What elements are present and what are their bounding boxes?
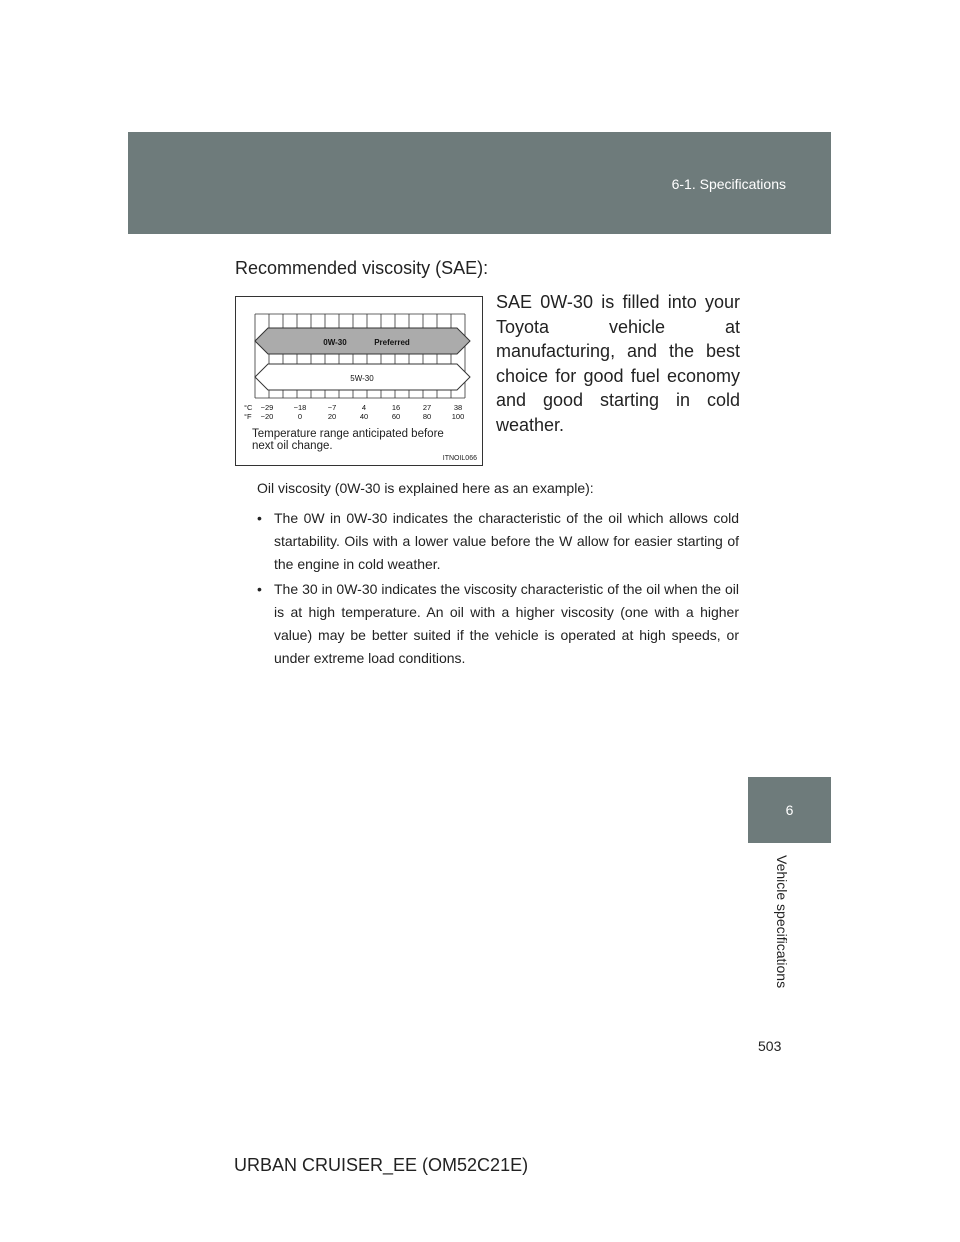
bullet-icon: • [257, 510, 262, 526]
model-code: URBAN CRUISER_EE (OM52C21E) [234, 1155, 529, 1175]
caption-line-2: next oil change. [252, 440, 333, 452]
fahrenheit-tick-label: 40 [359, 412, 369, 421]
chapter-tab-number[interactable]: 6 [748, 777, 831, 843]
celsius-tick-label: 27 [422, 403, 432, 412]
section-heading: Recommended viscosity (SAE): [235, 258, 489, 278]
celsius-tick-label: −7 [327, 403, 337, 412]
notes-item-text: The 0W in 0W-30 indicates the characteristic of the oil which allows cold startability. Oils with a lower value before the W allow for easier starting of the engine in cold weather. [274, 510, 739, 572]
fahrenheit-tick-label: 100 [451, 412, 465, 421]
celsius-tick-label: 16 [391, 403, 401, 412]
preferred-label: Preferred [374, 338, 410, 347]
celsius-unit: °C [244, 403, 253, 412]
viscosity-temperature-figure [235, 296, 483, 466]
viscosity-notes [257, 477, 739, 672]
notes-list [257, 507, 739, 670]
preferred-grade-label: 0W-30 [323, 338, 347, 347]
fahrenheit-tick-label: 20 [327, 412, 337, 421]
celsius-tick-label: −18 [293, 403, 307, 412]
caption-line-1: Temperature range anticipated before [252, 428, 444, 440]
fahrenheit-unit: °F [244, 412, 252, 421]
figure-code: ITNOIL066 [442, 455, 477, 462]
intro-paragraph: SAE 0W-30 is filled into your Toyota vehicle at manufacturing, and the best choice for good fuel economy and good starting in cold weather. [496, 292, 740, 435]
celsius-tick-label: −29 [260, 403, 274, 412]
notes-lead: Oil viscosity (0W-30 is explained here as an example): [257, 480, 594, 496]
fahrenheit-tick-label: 0 [297, 412, 303, 421]
notes-item [257, 507, 739, 576]
celsius-tick-label: 38 [453, 403, 463, 412]
section-title: 6-1. Specifications [671, 176, 786, 192]
preferred-band [255, 328, 470, 354]
chapter-tab-label [750, 855, 830, 990]
secondary-grade-label: 5W-30 [350, 374, 374, 383]
celsius-tick-label: 4 [361, 403, 367, 412]
fahrenheit-tick-label: 80 [422, 412, 432, 421]
fahrenheit-tick-label: −20 [260, 412, 274, 421]
section-header-bar [128, 132, 831, 234]
notes-item-text: The 30 in 0W-30 indicates the viscosity characteristic of the oil when the oil is at high temperature. An oil with a higher viscosity (one with a higher value) may be better suited if the vehicle is operated at high speeds, or under extreme load conditions. [274, 581, 739, 666]
page-number: 503 [758, 1038, 782, 1054]
fahrenheit-tick-label: 60 [391, 412, 401, 421]
notes-item [257, 578, 739, 670]
bullet-icon: • [257, 581, 262, 597]
chapter-tab-label-text: Vehicle specifications [774, 855, 790, 989]
